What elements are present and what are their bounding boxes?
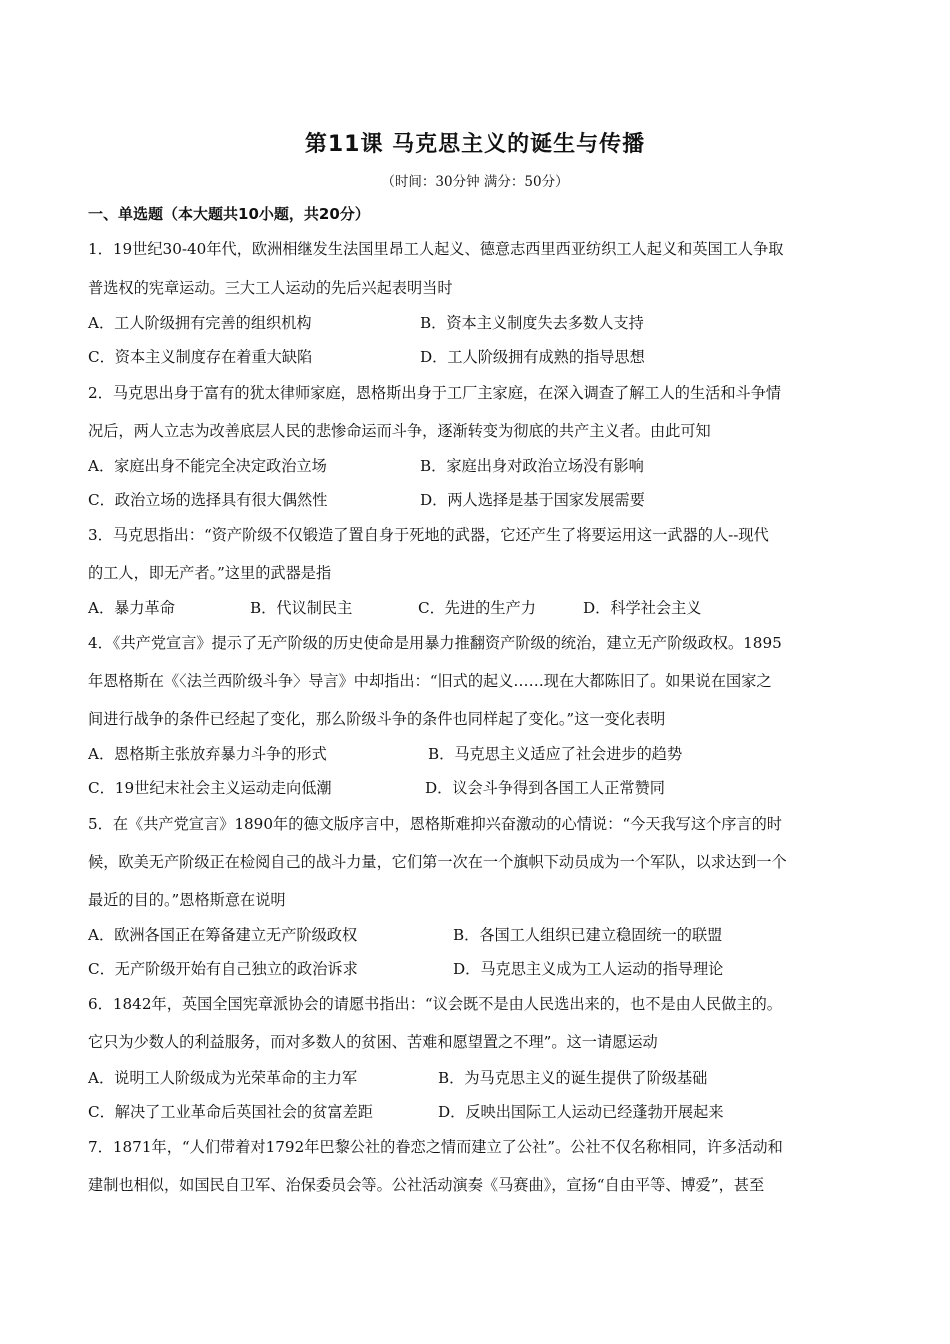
question-2-option-a: A．家庭出身不能完全决定政治立场 xyxy=(88,457,327,475)
question-4-option-a: A．恩格斯主张放弃暴力斗争的形式 xyxy=(88,745,327,763)
question-5-line-3: 最近的目的。”恩格斯意在说明 xyxy=(88,891,286,909)
question-1-line-2: 普选权的宪章运动。三大工人运动的先后兴起表明当时 xyxy=(88,279,453,297)
question-5-option-a: A．欧洲各国正在筹备建立无产阶级政权 xyxy=(88,926,358,944)
question-3-option-b: B．代议制民主 xyxy=(250,599,353,617)
question-3-line-1: 3．马克思指出：“资产阶级不仅锻造了置自身于死地的武器，它还产生了将要运用这一武器的人--现代 xyxy=(88,526,769,544)
question-6-option-d: D．反映出国际工人运动已经蓬勃开展起来 xyxy=(438,1103,724,1121)
question-2-option-c: C．政治立场的选择具有很大偶然性 xyxy=(88,491,328,509)
page-title: 第11课 马克思主义的诞生与传播 xyxy=(304,132,646,157)
question-4-line-2: 年恩格斯在《〈法兰西阶级斗争〉导言》中却指出：“旧式的起义……现在大都陈旧了。如果说在国家之 xyxy=(88,672,772,690)
question-4-option-b: B．马克思主义适应了社会进步的趋势 xyxy=(428,745,683,763)
question-4-option-c: C．19世纪末社会主义运动走向低潮 xyxy=(88,779,332,797)
question-1-option-b: B．资本主义制度失去多数人支持 xyxy=(420,314,644,332)
section-heading: 一、单选题（本大题共10小题，共20分） xyxy=(88,205,370,223)
question-4-line-3: 间进行战争的条件已经起了变化，那么阶级斗争的条件也同样起了变化。”这一变化表明 xyxy=(88,710,666,728)
question-7-line-2: 建制也相似，如国民自卫军、治保委员会等。公社活动演奏《马赛曲》，宣扬“自由平等、博爱”，甚至 xyxy=(88,1176,765,1194)
question-2-line-1: 2．马克思出身于富有的犹太律师家庭，恩格斯出身于工厂主家庭，在深入调查了解工人的生活和斗争情 xyxy=(88,384,782,402)
question-1-option-a: A．工人阶级拥有完善的组织机构 xyxy=(88,314,312,332)
question-5-option-b: B．各国工人组织已建立稳固统一的联盟 xyxy=(453,926,723,944)
question-7-line-1: 7．1871年，“人们带着对1792年巴黎公社的眷恋之情而建立了公社”。公社不仅名称相同，许多活动和 xyxy=(88,1138,783,1156)
question-3-option-d: D．科学社会主义 xyxy=(583,599,702,617)
question-6-line-1: 6．1842年，英国全国宪章派协会的请愿书指出：“议会既不是由人民选出来的，也不是由人民做主的。 xyxy=(88,995,782,1013)
question-4-option-d: D．议会斗争得到各国工人正常赞同 xyxy=(425,779,665,797)
question-5-option-c: C．无产阶级开始有自己独立的政治诉求 xyxy=(88,960,358,978)
question-2-line-2: 况后，两人立志为改善底层人民的悲惨命运而斗争，逐渐转变为彻底的共产主义者。由此可知 xyxy=(88,422,711,440)
question-5-line-2: 候，欧美无产阶级正在检阅自己的战斗力量，它们第一次在一个旗帜下动员成为一个军队，以求达到一个 xyxy=(88,853,787,871)
exam-time-info: （时间：30分钟 满分：50分） xyxy=(381,174,569,190)
question-1-option-d: D．工人阶级拥有成熟的指导思想 xyxy=(420,348,645,366)
question-3-option-c: C．先进的生产力 xyxy=(418,599,536,617)
question-5-line-1: 5．在《共产党宣言》1890年的德文版序言中，恩格斯难抑兴奋激动的心情说：“今天我写这个序言的时 xyxy=(88,815,782,833)
question-4-line-1: 4．《共产党宣言》提示了无产阶级的历史使命是用暴力推翻资产阶级的统治，建立无产阶级政权。1895 xyxy=(88,634,782,652)
question-6-option-a: A．说明工人阶级成为光荣革命的主力军 xyxy=(88,1069,358,1087)
question-3-option-a: A．暴力革命 xyxy=(88,599,175,617)
question-6-line-2: 它只为少数人的利益服务，而对多数人的贫困、苦难和愿望置之不理”。这一请愿运动 xyxy=(88,1033,658,1051)
question-5-option-d: D．马克思主义成为工人运动的指导理论 xyxy=(453,960,724,978)
question-6-option-b: B．为马克思主义的诞生提供了阶级基础 xyxy=(438,1069,708,1087)
question-2-option-d: D．两人选择是基于国家发展需要 xyxy=(420,491,645,509)
question-1-option-c: C．资本主义制度存在着重大缺陷 xyxy=(88,348,313,366)
question-3-line-2: 的工人，即无产者。”这里的武器是指 xyxy=(88,564,332,582)
question-6-option-c: C．解决了工业革命后英国社会的贫富差距 xyxy=(88,1103,373,1121)
question-1-line-1: 1．19世纪30-40年代，欧洲相继发生法国里昂工人起义、德意志西里西亚纺织工人起义和英国工人争取 xyxy=(88,240,784,258)
question-2-option-b: B．家庭出身对政治立场没有影响 xyxy=(420,457,644,475)
